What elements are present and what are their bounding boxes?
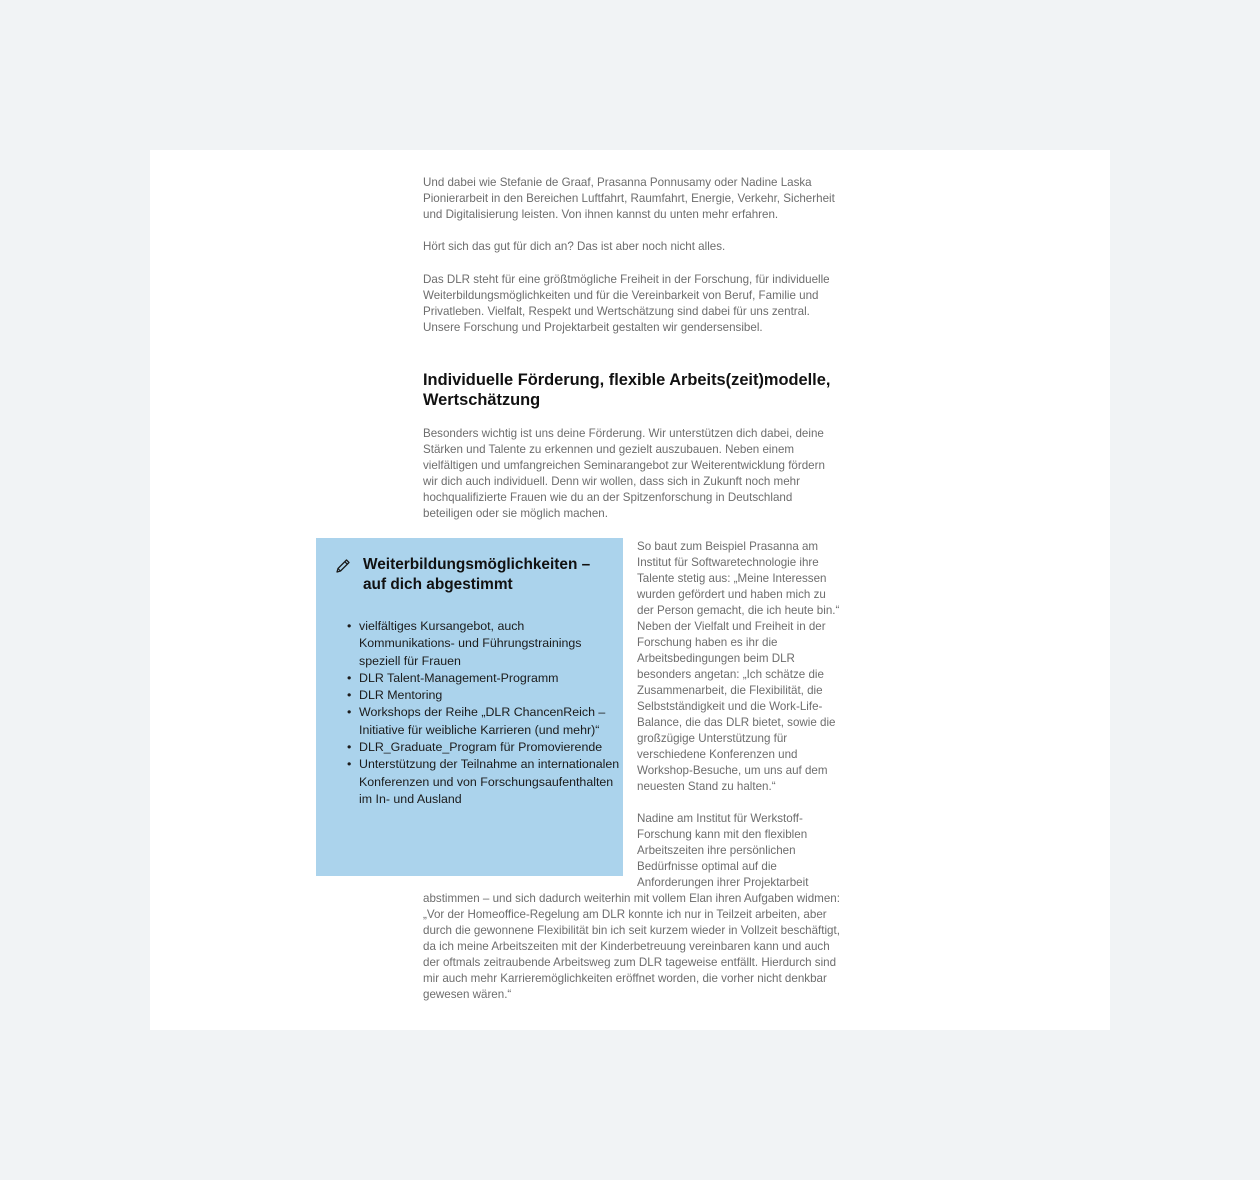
training-infobox — [316, 538, 623, 876]
list-item: • Workshops der Reihe „DLR ChancenReich – Initiative für weibliche Karrieren (und mehr)“ — [359, 704, 621, 739]
list-item: • Unterstützung der Teilnahme an internationalen Konferenzen und von Forschungsaufenthalten im In- und Ausland — [359, 756, 621, 808]
infobox-list — [359, 618, 621, 808]
section-heading: Individuelle Förderung, flexible Arbeits(zeit)modelle, Wertschätzung — [423, 371, 831, 409]
list-item: • DLR Mentoring — [359, 687, 621, 704]
nadine-paragraph: Nadine am Institut für Werkstoff-Forschung kann mit den flexiblen Arbeitszeiten ihre persönlichen Bedürfnisse optimal auf die Anforderungen ihrer Projektarbeit — [637, 812, 809, 889]
content-card — [150, 150, 1110, 1030]
prasanna-paragraph: So baut zum Beispiel Prasanna am Institut für Softwaretechnologie ihre Talente stetig aus: „Meine Interessen wurden gefördert und haben mich zu der Person gemacht, die ich heute bin.“ Neben der Vielfalt und Freiheit in der Forschung haben es ihr die Arbeitsbedingungen beim DLR besonders angetan: „Ich schätze die Zusammenarbeit, die Flexibilität, die Selbstständigkeit und die Work-Life-Balance, die das DLR bietet, sowie die großzügige Unterstützung für verschiedene Konferenzen und Workshop-Besuche, um uns auf dem neuesten Stand zu halten.“ — [637, 540, 840, 793]
support-paragraph: Besonders wichtig ist uns deine Förderung. Wir unterstützen dich dabei, deine Stärken und Talente zu erkennen und gezielt auszubauen. Neben einem vielfältigen und umfangreichen Seminarangebot zur Weiterentwicklung fördern wir dich auch individuell. Denn wir wollen, dass sich in Zukunft noch mehr hochqualifizierte Frauen wie du an der Spitzenforschung in Deutschland beteiligen oder sie möglich machen. — [423, 427, 825, 520]
intro-paragraph: Und dabei wie Stefanie de Graaf, Prasanna Ponnusamy oder Nadine Laska Pionierarbeit in den Bereichen Luftfahrt, Raumfahrt, Energie, Verkehr, Sicherheit und Digitalisierung leisten. Von ihnen kannst du unten mehr erfahren. — [423, 176, 835, 221]
question-paragraph: Hört sich das gut für dich an? Das ist aber noch nicht alles. — [423, 240, 726, 253]
list-item: • vielfältiges Kursangebot, auch Kommunikations- und Führungstrainings speziell für Frauen — [359, 618, 621, 670]
list-item: • DLR_Graduate_Program für Promovierende — [359, 739, 621, 756]
pencil-icon — [335, 558, 351, 574]
nadine-paragraph-continued: abstimmen – und sich dadurch weiterhin mit vollem Elan ihren Aufgaben widmen: „Vor der Homeoffice-Regelung am DLR konnte ich nur in Teilzeit arbeiten, aber durch die gewonnene Flexibilität bin ich seit kurzem wieder in Vollzeit beschäftigt, da ich meine Arbeitszeiten mit der Kinderbetreuung vereinbaren kann und auch der oftmals zeitraubende Arbeitsweg zum DLR tageweise entfällt. Hierdurch sind mir auch mehr Karrieremöglichkeiten eröffnet worden, die vorher nicht denkbar gewesen wären.“ — [423, 892, 840, 1001]
values-paragraph: Das DLR steht für eine größtmögliche Freiheit in der Forschung, für individuelle Weiterbildungsmöglichkeiten und für die Vereinbarkeit von Beruf, Familie und Privatleben. Vielfalt, Respekt und Wertschätzung sind dabei für uns zentral. Unsere Forschung und Projektarbeit gestalten wir gendersensibel. — [423, 273, 830, 334]
list-item: • DLR Talent-Management-Programm — [359, 670, 621, 687]
infobox-title: Weiterbildungsmöglichkeiten – auf dich abgestimmt — [363, 556, 591, 593]
